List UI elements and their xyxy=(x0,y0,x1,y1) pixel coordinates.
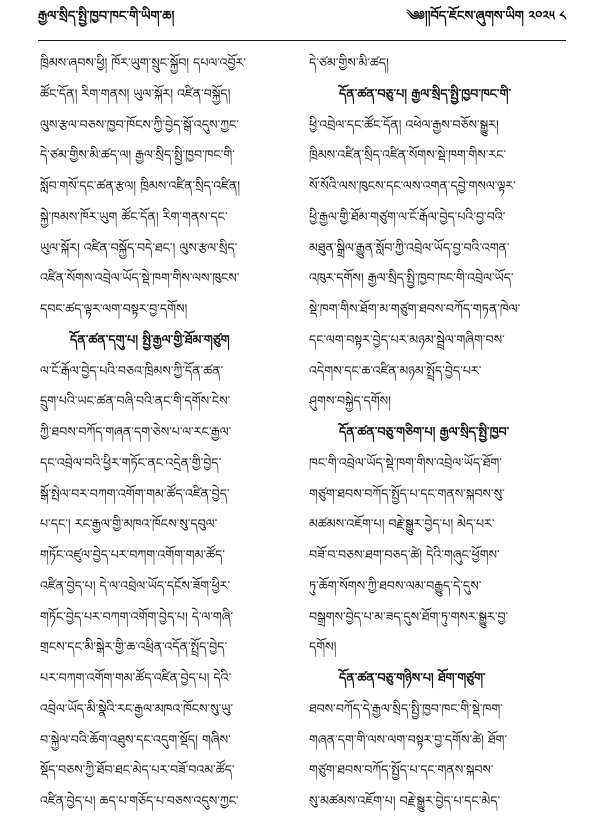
text-line: གཙུག་ཐབས་བཀོད་སྤྱོད་པ་དང་གནས་སྐབས་སུ་ xyxy=(309,485,505,501)
text-line: གཙུག་ཐབས་བཀོད་སྤྱོད་པ་དང་གནས་སྐབས་ xyxy=(309,762,494,778)
text-line: མཚམས་འཇོག་པ། བརྗེ་སྒྱུར་བྱེད་པ། མེད་པར་ xyxy=(309,516,495,532)
text-line: ཕྱི་འབྲེལ་དང་ཚོང་དོན། འཕེལ་རྒྱས་བཅོས་སྒྱུར། xyxy=(309,116,499,132)
right-text-column xyxy=(309,48,563,808)
text-line: གྲངས་དང་མི་སྒེར་གྱི་ཆ་འཕྲིན་འདོན་སྤྲོད་བྱེད་ xyxy=(40,639,228,655)
text-line: སྡོད་བཅས་ཀྱི་ཐོབ་ཐང་མེད་པར་བཟོ་བའམ་ཚོད་ xyxy=(40,762,235,778)
text-line: སློབ་གསོ་དང་ཚན་རྩལ། ཁྲིམས་འཛིན་སྲིད་འཛིན། xyxy=(40,178,241,193)
text-line: སྐྱེ་ཁམས་ཁོར་ཡུག ཚོང་དོན། རིག་གནས་དང་ xyxy=(40,208,228,224)
header-left-title: རྒྱལ་སྲིད་སྤྱི་ཁྱབ་ཁང་གི་ཡིག་ཆ། xyxy=(38,9,175,24)
section-heading-line: དོན་ཚན་བཅུ་པ། རྒྱལ་སྲིད་སྤྱི་ཁྱབ་ཁང་གི་ xyxy=(339,85,512,101)
text-line: ཀྱི་ཐབས་བཀོད་གཞན་དག་ཅེས་པ་ལ་རང་རྒྱལ་ xyxy=(40,424,232,439)
text-line: མཐུན་སྒྲིལ་རྒྱུན་སློབ་ཀྱི་འབྲེལ་ཡོད་བྱ་བའི་འགན་ xyxy=(309,239,510,255)
text-line: འབྲེལ་ཡོད་མི་སྣེའི་རང་རྒྱལ་མཁའ་ཁོངས་སུ་ཡུ་ xyxy=(40,700,234,716)
text-line: ཕྱི་རྒྱལ་གྱི་ཐོམ་གཙུག་ལ་ངོ་རྒོལ་བྱེད་པའི་བྱ་བའི་ xyxy=(309,208,506,224)
text-line: བ་སྐྱེལ་བའི་ཆོག་འཐུས་དང་འདུག་སྡོད། གཞིས་ xyxy=(40,731,231,747)
text-line: ཤུགས་བསྐྱེད་དགོས། xyxy=(309,393,391,409)
text-line: དེ་ཙམ་གྱིས་མི་ཚད་ལ། རྒྱལ་སྲིད་སྤྱི་ཁྱབ་ཁང་གི་ xyxy=(40,147,235,163)
header-right-title: ༄༅།།བོད་ཇོངས་ཞུགས་ཡིག ༢༠༢༥ ༨ xyxy=(406,9,566,24)
text-line: འཛིན་བྱེད་པ། དེ་ལ་འབྲེལ་ཡོད་དངོས་ཟོག་ཕྱིར་ xyxy=(40,577,231,593)
section-heading-line: དོན་ཚན་དགུ་པ། སྤྱི་རྒྱལ་གྱི་ཐོམ་གཙུག xyxy=(70,331,230,347)
text-line: པར་བཀག་འགོག་གམ་ཚོད་འཛིན་བྱེད་པ། དེའི་ xyxy=(40,670,232,685)
text-line: དང་འབྲེལ་བའི་ཕྱིར་གཏོང་ནང་འདྲེན་གྱི་བྱེད་ xyxy=(40,454,222,470)
text-line: བཟོ་བ་བཅས་ཐག་བཅད་ཚེ། དེའི་གཞུང་ཕྱོགས་ xyxy=(309,547,500,562)
text-line: འདེགས་དང་ཆ་འཛིན་མཉམ་སྤྲོད་བྱེད་པར་ xyxy=(309,362,482,378)
text-line: དང་ལག་བསྟར་བྱེད་པར་མཉམ་སྦྲེལ་གཞིག་བས་ xyxy=(309,331,505,347)
text-line: སུ་མཚམས་འཇོག་པ། བརྗེ་སྒྱུར་བྱེད་པ་དང་མེད་ xyxy=(309,793,501,808)
text-line: ཐབས་བཀོད་དེ་རྒྱལ་སྲིད་སྤྱི་ཁྱབ་ཁང་གི་སྡེ་ཁག་ xyxy=(309,700,503,716)
text-line: འཁུར་དགོས། རྒྱལ་སྲིད་སྤྱི་ཁྱབ་ཁང་གི་འབྲེལ་ཡོད་ xyxy=(309,270,514,286)
text-line: བསྒྲགས་བྱེད་པ་མ་ཟད་དུས་ཐོག་ཏུ་གསར་སྒྱུར་བྱ་ xyxy=(309,608,509,624)
text-line: སོ་སོའི་ལས་ཁུངས་དང་ལས་འགན་དབྱེ་གསལ་ལྟར་ xyxy=(309,178,516,193)
text-line: དྲུག་པའི་ཡང་ཚན་བཞི་བའི་ནང་གི་དགོས་ངེས་ xyxy=(40,393,231,409)
text-line: ལུས་རྩལ་བཅས་ཁྱབ་ཁོངས་ཀྱི་བྱེད་སྒོ་འདུས་ཀྱང་ xyxy=(40,116,239,132)
text-line: དབང་ཚད་ལྟར་ལག་བསྟར་བྱ་དགོས། xyxy=(40,301,188,316)
section-heading-line: དོན་ཚན་བཅུ་གཅིག་པ། རྒྱལ་སྲིད་སྤྱི་ཁྱབ་ xyxy=(339,424,510,439)
text-line: ཁྲིམས་འཛིན་སྲིད་འཛིན་སོགས་སྡེ་ཁག་གིས་རང་ xyxy=(309,147,507,163)
header-divider xyxy=(38,40,566,41)
left-text-column xyxy=(40,48,294,808)
text-line: ལ་ངོ་རྒོལ་བྱེད་པའི་བཅའ་ཁྲིམས་ཀྱི་དོན་ཚན་ xyxy=(40,362,224,378)
text-line: སྡེ་ཁག་གིས་ཐོག་མ་གཙུག་ཐབས་བཀོད་གཏན་ཁེལ་ xyxy=(309,301,521,316)
text-line: གཏོང་བྱེད་པར་བཀག་འགོག་བྱེད་པ། དེ་ལ་གཞི་ xyxy=(40,608,234,624)
text-line: གཞན་དག་གི་ལས་ལག་བསྟར་བྱ་དགོས་ཚེ། ཐོག་ xyxy=(309,731,508,747)
text-line: འཛིན་སོགས་འབྲེལ་ཡོད་སྡེ་ཁག་གིས་ལས་ཁུངས་ xyxy=(40,270,240,286)
text-line: པ་དང་། རང་རྒྱལ་གྱི་མཁའ་ཁོངས་སུ་དབུལ་ xyxy=(40,516,218,532)
text-line: སྒོ་སྤེལ་བར་བཀག་འགོག་གམ་ཚོད་འཛིན་བྱེད་ xyxy=(40,485,230,501)
text-line: ཁང་གི་འབྲེལ་ཡོད་སྡེ་ཁག་གིས་འབྲེལ་ཡོད་ཐོག་ xyxy=(309,454,502,470)
text-line: ཁྲིམས་ཞབས་ཕྱི། ཁོར་ཡུག་སྲུང་སྐྱོབ། དཔལ་འབྱོར་ xyxy=(40,55,247,70)
text-line: གཏོང་འཛུལ་བྱེད་པར་བཀག་འགོག་གམ་ཚོད་ xyxy=(40,547,225,562)
text-line: འཛིན་བྱེད་པ། ཆད་པ་གཅོད་པ་བཅས་འདུས་ཀྱང་ xyxy=(40,793,239,808)
text-line: དེ་ཙམ་གྱིས་མི་ཚད། xyxy=(309,55,389,70)
text-line: དགོས། xyxy=(309,639,337,655)
section-heading-line: དོན་ཚན་བཅུ་གཉིས་པ། ཐོག་གཙུག་ xyxy=(339,670,486,685)
text-line: ཏུ་ཆོག་སོགས་ཀྱི་ཐབས་ལམ་བརྒྱུད་དེ་དུས་ xyxy=(309,577,482,593)
text-line: ཡུལ་སྐོར། འཛིན་བསྐྱོད་བདེ་ཐང་། ལུས་རྩལ་སྲིད་ xyxy=(40,239,238,255)
page-header xyxy=(38,9,566,38)
text-line: ཚོང་དོན། རིག་གནས། ཡུལ་སྐོར། འཛིན་བསྐྱོད། xyxy=(40,85,231,101)
